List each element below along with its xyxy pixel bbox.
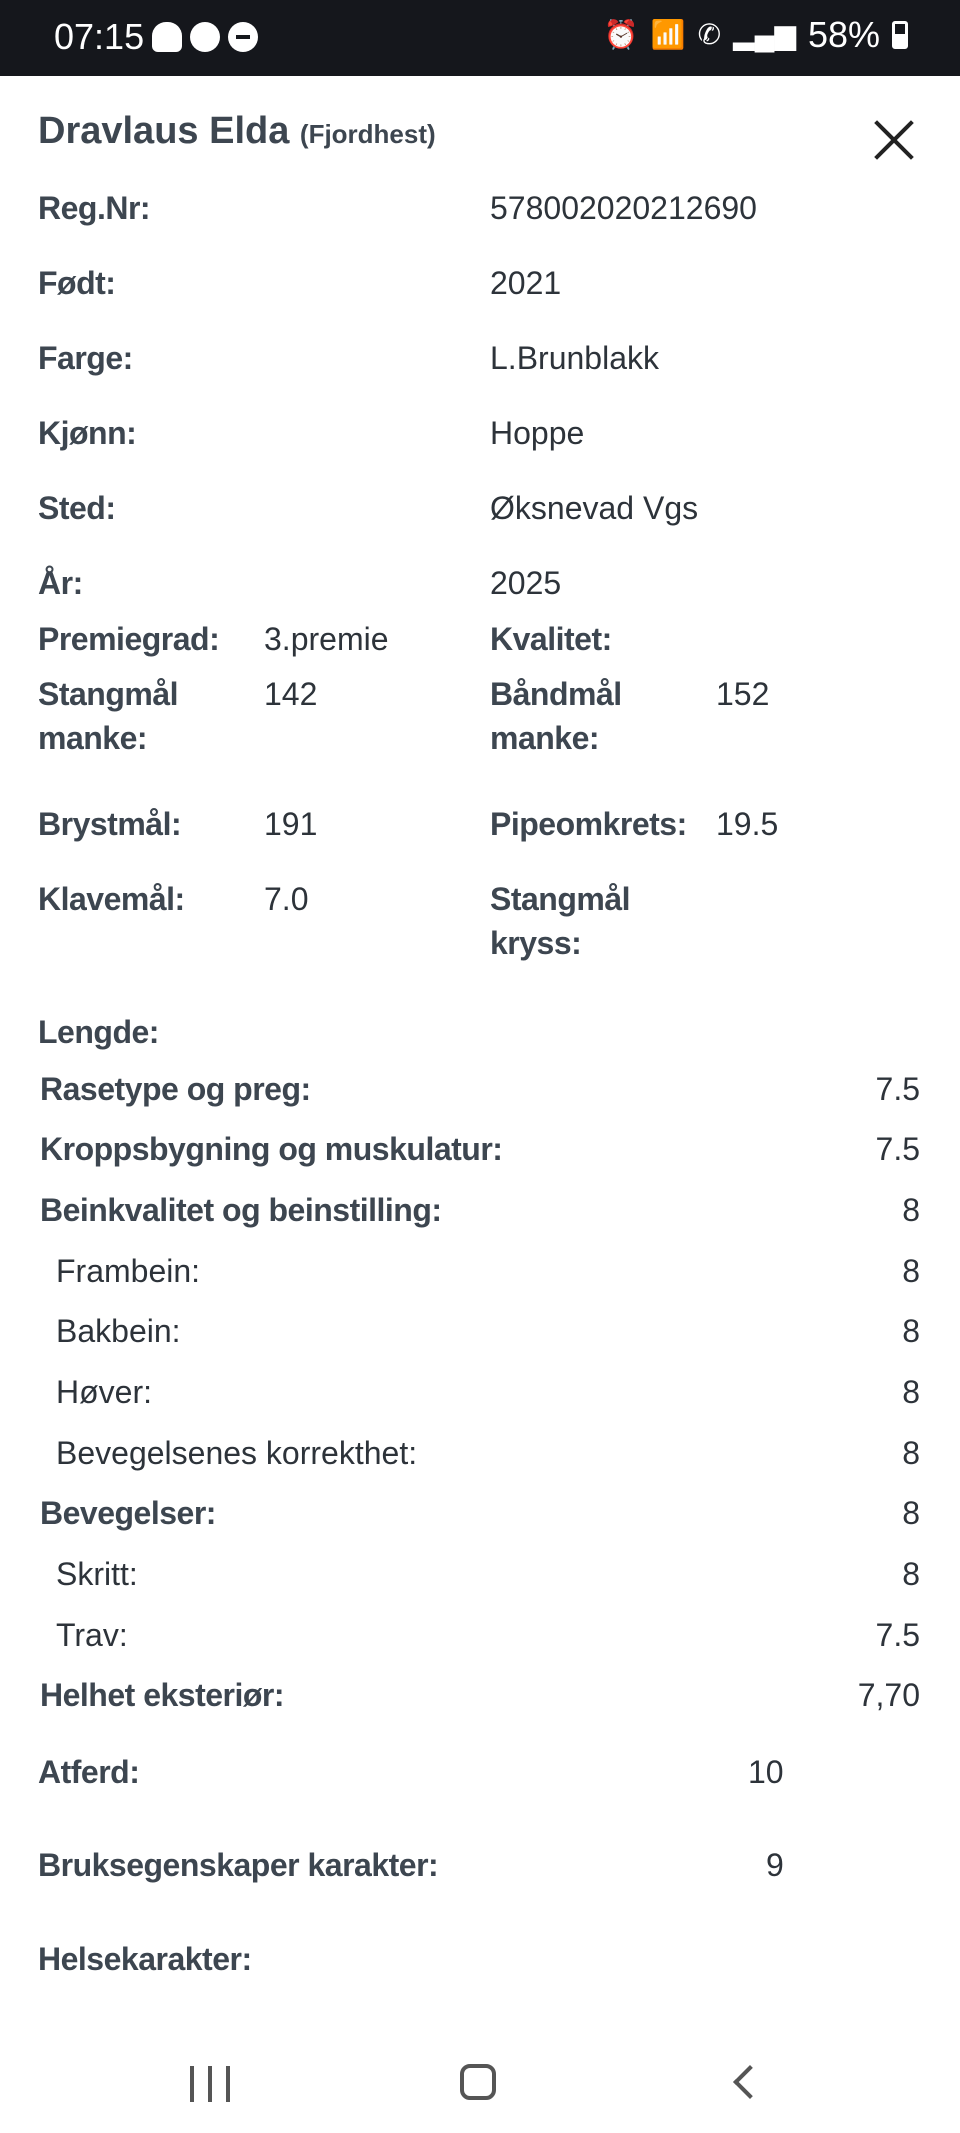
score-label: Beinkvalitet og beinstilling: bbox=[40, 1192, 442, 1228]
info-label: Reg.Nr: bbox=[38, 190, 151, 226]
score-value: 7.5 bbox=[875, 1131, 920, 1167]
stangmal-manke-value: 142 bbox=[264, 676, 318, 712]
score-row bbox=[40, 1249, 920, 1293]
atferd-label: Atferd: bbox=[38, 1754, 140, 1790]
page-title bbox=[38, 110, 436, 153]
messenger-icon bbox=[190, 22, 220, 52]
info-value: Øksnevad Vgs bbox=[490, 490, 699, 526]
score-row bbox=[40, 1673, 920, 1717]
info-value: 2021 bbox=[490, 265, 562, 301]
horse-breed: (Fjordhest) bbox=[299, 119, 436, 149]
pipeomkrets-label: Pipeomkrets: bbox=[490, 806, 687, 842]
score-value: 8 bbox=[902, 1374, 920, 1410]
info-label: Sted: bbox=[38, 490, 116, 526]
score-label: Bevegelsenes korrekthet: bbox=[56, 1435, 418, 1471]
info-value: 578002020212690 bbox=[490, 190, 757, 226]
status-system-icons bbox=[604, 14, 908, 56]
score-value: 8 bbox=[902, 1192, 920, 1228]
info-label: Farge: bbox=[38, 340, 133, 376]
status-time: 07:15 bbox=[54, 16, 145, 57]
score-label: Høver: bbox=[56, 1374, 152, 1410]
snapchat-icon bbox=[152, 22, 182, 52]
score-label: Rasetype og preg: bbox=[40, 1071, 311, 1107]
home-icon[interactable] bbox=[460, 2064, 496, 2100]
horse-name: Dravlaus Elda bbox=[38, 110, 290, 152]
score-value: 8 bbox=[902, 1313, 920, 1349]
score-row bbox=[40, 1613, 920, 1657]
helsekarakter-label: Helsekarakter: bbox=[38, 1941, 252, 1977]
lengde-label: Lengde: bbox=[38, 1014, 159, 1050]
atferd-value: 10 bbox=[748, 1754, 784, 1790]
stangmal-manke-label: Stangmål manke: bbox=[38, 676, 179, 756]
wifi-icon: 📶 bbox=[650, 19, 686, 50]
battery-percent: 58% bbox=[807, 14, 880, 55]
premiegrad-value: 3.premie bbox=[264, 621, 389, 657]
premiegrad-label: Premiegrad: bbox=[38, 621, 220, 657]
recent-apps-icon[interactable] bbox=[190, 2066, 230, 2102]
info-label: Kjønn: bbox=[38, 415, 137, 451]
score-label: Bevegelser: bbox=[40, 1495, 216, 1531]
score-row bbox=[40, 1552, 920, 1596]
wifi-call-icon: ✆ bbox=[697, 19, 722, 50]
kvalitet-label: Kvalitet: bbox=[490, 621, 612, 657]
status-bar bbox=[0, 0, 960, 76]
stangmal-kryss-label: Stangmål kryss: bbox=[490, 881, 631, 961]
brystmal-label: Brystmål: bbox=[38, 806, 182, 842]
close-icon[interactable] bbox=[872, 118, 916, 162]
score-row bbox=[40, 1491, 920, 1535]
info-value: L.Brunblakk bbox=[490, 340, 659, 376]
score-row bbox=[40, 1188, 920, 1232]
brystmal-value: 191 bbox=[264, 806, 318, 842]
info-label: År: bbox=[38, 565, 83, 601]
battery-icon bbox=[892, 21, 908, 49]
info-value: Hoppe bbox=[490, 415, 585, 451]
score-label: Frambein: bbox=[56, 1253, 201, 1289]
back-icon[interactable] bbox=[733, 2065, 767, 2099]
score-row bbox=[40, 1309, 920, 1353]
signal-icon: ▂▄▆ bbox=[733, 19, 796, 50]
score-label: Bakbein: bbox=[56, 1313, 181, 1349]
score-label: Kroppsbygning og muskulatur: bbox=[40, 1131, 503, 1167]
score-row bbox=[40, 1067, 920, 1111]
navigation-bar bbox=[0, 2026, 960, 2133]
score-value: 7.5 bbox=[875, 1617, 920, 1653]
score-row bbox=[40, 1370, 920, 1414]
pipeomkrets-value: 19.5 bbox=[716, 806, 779, 842]
score-value: 7.5 bbox=[875, 1071, 920, 1107]
klavemal-value: 7.0 bbox=[264, 881, 309, 917]
bandmal-manke-value: 152 bbox=[716, 676, 770, 712]
status-notification-icons bbox=[152, 22, 258, 52]
horse-details-panel bbox=[0, 76, 960, 2026]
score-value: 8 bbox=[902, 1253, 920, 1289]
info-value: 2025 bbox=[490, 565, 562, 601]
score-value: 7,70 bbox=[857, 1677, 920, 1713]
do-not-disturb-icon bbox=[228, 22, 258, 52]
score-value: 8 bbox=[902, 1556, 920, 1592]
score-value: 8 bbox=[902, 1495, 920, 1531]
bruksegenskaper-label: Bruksegenskaper karakter: bbox=[38, 1847, 439, 1883]
info-label: Født: bbox=[38, 265, 116, 301]
score-row bbox=[40, 1431, 920, 1475]
score-label: Skritt: bbox=[56, 1556, 138, 1592]
score-value: 8 bbox=[902, 1435, 920, 1471]
bandmal-manke-label: Båndmål manke: bbox=[490, 676, 622, 756]
score-label: Trav: bbox=[56, 1617, 128, 1653]
score-row bbox=[40, 1127, 920, 1171]
bruksegenskaper-value: 9 bbox=[766, 1847, 784, 1883]
alarm-icon: ⏰ bbox=[603, 19, 639, 50]
score-label: Helhet eksteriør: bbox=[40, 1677, 285, 1713]
klavemal-label: Klavemål: bbox=[38, 881, 185, 917]
